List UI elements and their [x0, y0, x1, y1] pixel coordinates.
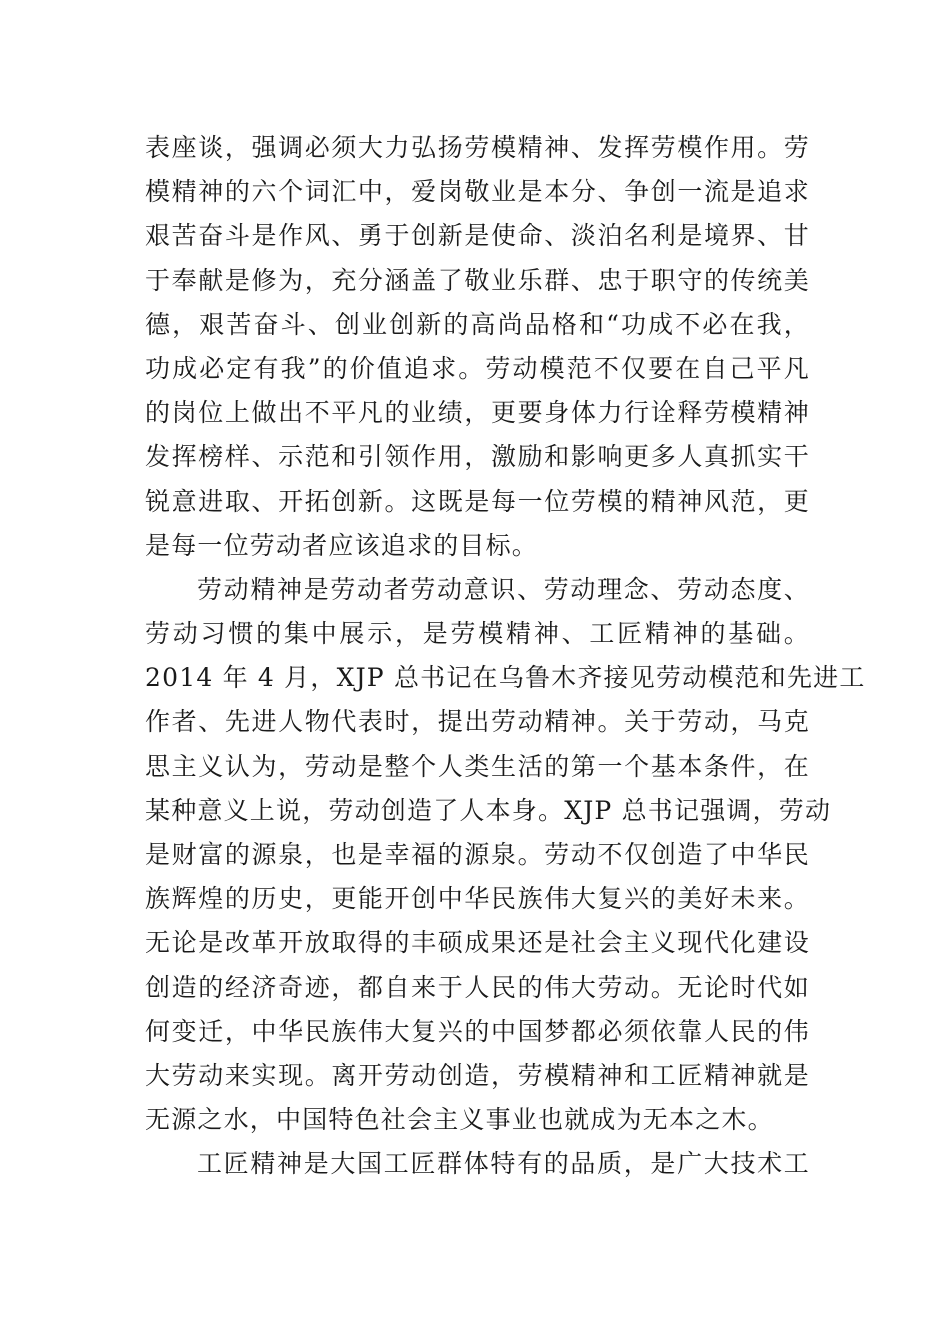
paragraph-2-line-5: 思主义认为，劳动是整个人类生活的第一个基本条件，在 [145, 751, 810, 781]
document-body [145, 126, 866, 1187]
paragraph-1-line-4: 于奉献是修为，充分涵盖了敬业乐群、忠于职守的传统美 [145, 265, 810, 295]
paragraph-3-line-1: 工匠精神是大国工匠群体特有的品质，是广大技术工 [197, 1149, 810, 1179]
paragraph-2-line-13: 无源之水，中国特色社会主义事业也就成为无本之木。 [145, 1105, 774, 1135]
paragraph-2-line-7: 是财富的源泉，也是幸福的源泉。劳动不仅创造了中华民 [145, 840, 810, 869]
paragraph-2-line-12: 大劳动来实现。离开劳动创造，劳模精神和工匠精神就是 [145, 1060, 810, 1090]
paragraph-2-line-2: 劳动习惯的集中展示，是劳模精神、工匠精神的基础。 [145, 619, 810, 649]
paragraph-1-line-6: 功成必定有我”的价值追求。劳动模范不仅要在自己平凡 [145, 353, 810, 383]
paragraph-2-line-10: 创造的经济奇迹，都自来于人民的伟大劳动。无论时代如 [145, 972, 810, 1002]
paragraph-1-line-7: 的岗位上做出不平凡的业绩，更要身体力行诠释劳模精神 [145, 398, 810, 428]
paragraph-2-line-1: 劳动精神是劳动者劳动意识、劳动理念、劳动态度、 [197, 574, 810, 604]
paragraph-2-line-11: 何变迁，中华民族伟大复兴的中国梦都必须依靠人民的伟 [145, 1016, 810, 1046]
paragraph-1-line-1: 表座谈，强调必须大力弘扬劳模精神、发挥劳模作用。劳 [145, 133, 810, 162]
paragraph-1-line-8: 发挥榜样、示范和引领作用，激励和影响更多人真抓实干 [145, 442, 810, 472]
paragraph-2-line-6: 某种意义上说，劳动创造了人本身。XJP 总书记强调，劳动 [145, 795, 832, 825]
paragraph-1-line-3: 艰苦奋斗是作风、勇于创新是使命、淡泊名利是境界、甘 [145, 221, 810, 251]
paragraph-2-line-4: 作者、先进人物代表时，提出劳动精神。关于劳动，马克 [145, 707, 810, 737]
paragraph-1-line-2: 模精神的六个词汇中，爱岗敬业是本分、争创一流是追求 [145, 177, 810, 207]
paragraph-1-line-10: 是每一位劳动者应该追求的目标。 [145, 530, 539, 560]
paragraph-2-line-9: 无论是改革开放取得的丰硕成果还是社会主义现代化建设 [145, 928, 810, 958]
paragraph-1-line-5: 德，艰苦奋斗、创业创新的高尚品格和“功成不必在我， [145, 309, 810, 339]
paragraph-2-line-8: 族辉煌的历史，更能开创中华民族伟大复兴的美好未来。 [145, 884, 810, 914]
paragraph-1-line-9: 锐意进取、开拓创新。这既是每一位劳模的精神风范，更 [145, 486, 810, 516]
paragraph-2-line-3: 2014 年 4 月，XJP 总书记在乌鲁木齐接见劳动模范和先进工 [145, 663, 866, 693]
